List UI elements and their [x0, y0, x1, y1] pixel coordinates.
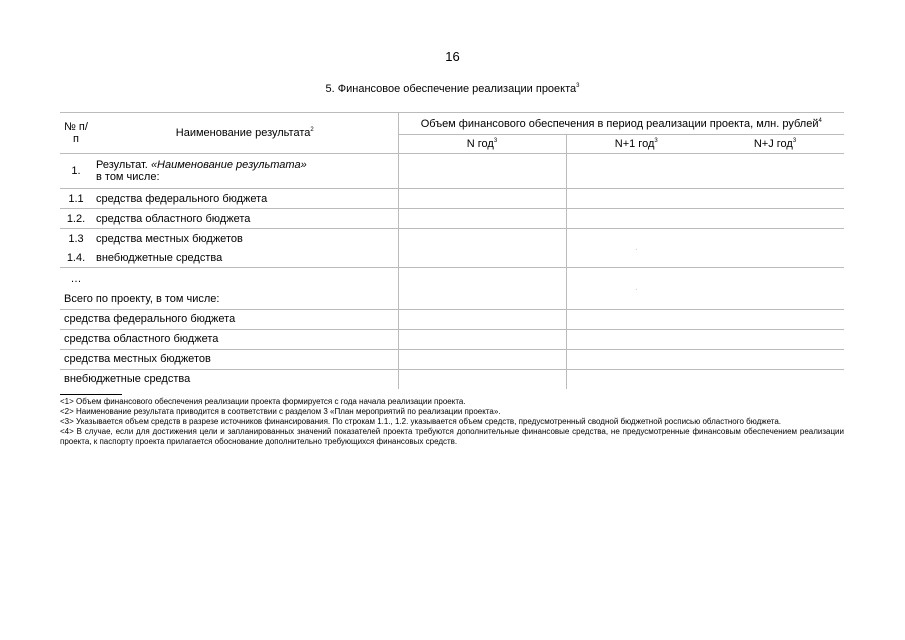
total-row-label: средства областного бюджета	[60, 329, 398, 349]
table-row	[60, 329, 844, 349]
header-num: № п/п	[60, 113, 92, 154]
row-label: внебюджетные средства	[96, 251, 223, 264]
cell-n1	[566, 209, 706, 229]
cell-n	[398, 329, 566, 349]
header-year-n1-label: N+1 год	[614, 138, 655, 150]
cell-n1	[566, 189, 706, 209]
cell-nj	[706, 209, 844, 229]
cell-n	[398, 209, 566, 229]
row-num: 1.3	[60, 229, 92, 249]
ellipsis-spacer	[92, 268, 398, 290]
cell-n	[398, 189, 566, 209]
header-year-n1-ref: 3	[654, 138, 658, 144]
row-label: средства федерального бюджета	[92, 189, 398, 209]
header-name-text: Наименование результата	[175, 127, 311, 139]
total-label: Всего по проекту, в том числе:	[64, 293, 220, 305]
section-title-footnote-ref: 3	[576, 83, 580, 89]
header-volume	[398, 113, 844, 135]
total-row-label: средства местных бюджетов	[60, 349, 398, 369]
footnote-1: <1> Объем финансового обеспечения реализации проекта формируется с года начала реализации проекта.	[60, 397, 466, 406]
cell-nj	[706, 229, 844, 268]
header-year-nj-ref: 3	[792, 138, 797, 144]
page-number: 16	[445, 49, 460, 64]
footnotes	[60, 397, 844, 447]
table-row-ellipsis	[60, 268, 844, 290]
footnote-4: <4> В случае, если для достижения цели и запланированных значений показателей проекта требуются дополнительные финансовые средства, не предусмотренные финансовым обеспечением реализации проекта, к паспорту проекта прилагается обоснование дополнительно требующихся финансовых средств.	[60, 427, 844, 446]
table-row	[60, 189, 844, 209]
row-num: 1.2.	[60, 209, 92, 229]
cell-n	[398, 309, 566, 329]
table-row-result	[60, 154, 844, 189]
header-year-n1	[566, 135, 706, 154]
header-row	[60, 113, 844, 135]
result-sub: в том числе:	[96, 171, 160, 183]
scan-dot: ·	[635, 247, 638, 253]
cell-n1	[566, 309, 706, 329]
header-year-nj	[706, 135, 844, 154]
header-name	[92, 113, 398, 154]
total-row-label: средства федерального бюджета	[60, 309, 398, 329]
footnote-divider	[60, 394, 122, 395]
table-row	[60, 369, 844, 389]
cell-nj	[706, 189, 844, 209]
cell-n	[398, 229, 566, 268]
cell-n1	[566, 329, 706, 349]
cell-n	[398, 369, 566, 389]
cell-n1	[566, 349, 706, 369]
ellipsis: …	[60, 268, 92, 290]
section-title-text: 5. Финансовое обеспечение реализации проекта	[325, 83, 577, 95]
footnote-3: <3> Указывается объем средств в разрезе источников финансирования. По строкам 1.1., 1.2. указывается объем средств, предусмотренный сводной бюджетной росписью областного бюджета.	[60, 417, 782, 426]
cell-result-n1	[566, 154, 706, 189]
row-num: 1.1	[60, 189, 92, 209]
cell-result-nj	[706, 154, 844, 189]
table-row	[60, 229, 844, 249]
header-volume-text: Объем финансового обеспечения в период реализации проекта, млн. рублей	[420, 117, 819, 130]
result-num: 1.	[71, 165, 81, 177]
cell-total-nj	[706, 268, 844, 310]
header-year-n	[398, 135, 566, 154]
cell-n1	[566, 229, 706, 268]
result-prefix: Результат.	[96, 159, 148, 171]
header-year-n-label: N год	[466, 138, 494, 150]
financing-table	[60, 112, 844, 389]
cell-total-n1	[566, 268, 706, 310]
result-name-cell	[92, 154, 398, 189]
row-label: средства областного бюджета	[92, 209, 398, 229]
section-title	[0, 83, 905, 95]
cell-result-n	[398, 154, 566, 189]
header-year-nj-label: N+J год	[753, 138, 793, 150]
header-year-n-ref: 3	[493, 138, 498, 144]
header-volume-footnote-ref: 4	[818, 117, 822, 124]
table-row	[60, 209, 844, 229]
cell-nj	[706, 349, 844, 369]
row-num: 1.4.	[66, 251, 86, 264]
cell-nj	[706, 369, 844, 389]
cell-n	[398, 349, 566, 369]
cell-total-n	[398, 268, 566, 310]
table-row	[60, 309, 844, 329]
cell-nj	[706, 329, 844, 349]
footnote-2: <2> Наименование результата приводится в соответствии с разделом 3 «План мероприятий по реализации проекта».	[60, 407, 501, 416]
cell-nj	[706, 309, 844, 329]
cell-n1	[566, 369, 706, 389]
scan-dot: ·	[635, 287, 638, 294]
total-row-label: внебюджетные средства	[60, 369, 398, 389]
header-name-footnote-ref: 2	[310, 127, 314, 133]
result-name: «Наименование результата»	[150, 159, 307, 171]
row-label: средства местных бюджетов	[92, 229, 398, 249]
table-row	[60, 349, 844, 369]
